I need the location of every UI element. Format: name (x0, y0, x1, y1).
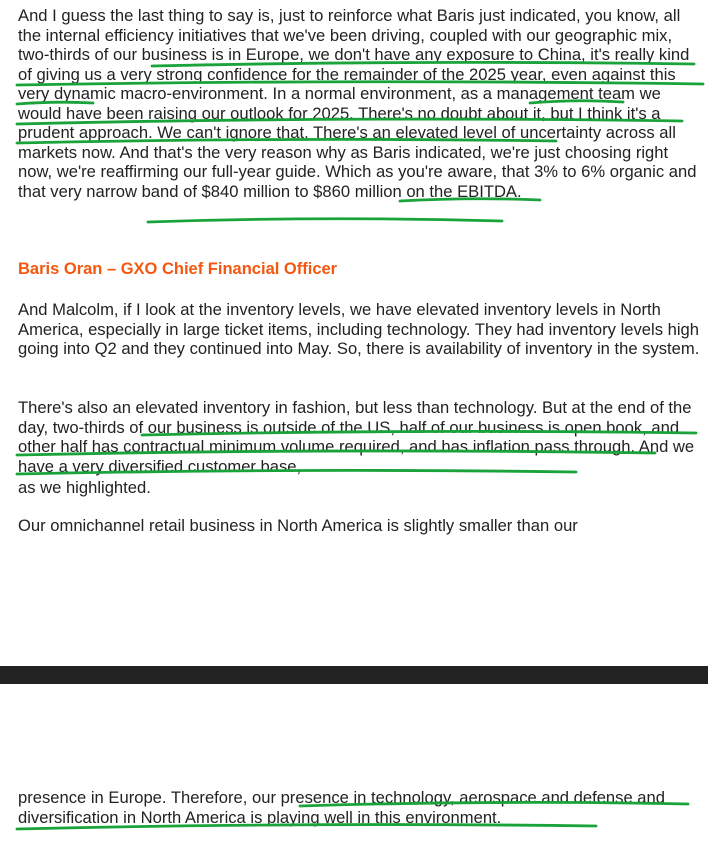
transcript-paragraph-5: presence in Europe. Therefore, our presence in technology, aerospace and defense and diversification in North America is playing well in this environment. (18, 788, 665, 827)
transcript-paragraph-3-tail: as we highlighted. (18, 478, 151, 497)
transcript-paragraph-3: There's also an elevated inventory in fashion, but less than technology. But at the end of the day, two-thirds of our business is outside of the US, half of our business is open book, and other half has contractual minimum volume required, and has inflation pass through. And we have a very diversified customer base, (18, 398, 695, 476)
speaker-heading: Baris Oran – GXO Chief Financial Officer (18, 260, 338, 278)
page-separator (0, 666, 708, 684)
page-bottom (0, 684, 708, 843)
transcript-paragraph-2: And Malcolm, if I look at the inventory levels, we have elevated inventory levels in North America, especially in large ticket items, including technology. They had inventory levels high going into Q2 and they continued into May. So, there is availability of inventory in the system. (18, 300, 700, 358)
transcript-paragraph-4: Our omnichannel retail business in North America is slightly smaller than our (18, 516, 578, 535)
transcript-paragraph-1: And I guess the last thing to say is, just to reinforce what Baris just indicated, you know, all the internal efficiency initiatives that we've been driving, coupled with our geographic mix, two-thirds of our business is in Europe, we don't have any exposure to China, it's really kind of giving us a very strong confidence for the remainder of the 2025 year, even against this very dynamic macro-environment. In a normal environment, as a management team we would have been raising our outlook for 2025. There's no doubt about it, but I think it's a prudent approach. We can't ignore that. There's an elevated level of uncertainty across all markets now. And that's the very reason why as Baris indicated, we're just choosing right now, we're reaffirming our full-year guide. Which as you're aware, that 3% to 6% organic and that very narrow band of $840 million to $860 million on the EBITDA. (18, 6, 697, 201)
